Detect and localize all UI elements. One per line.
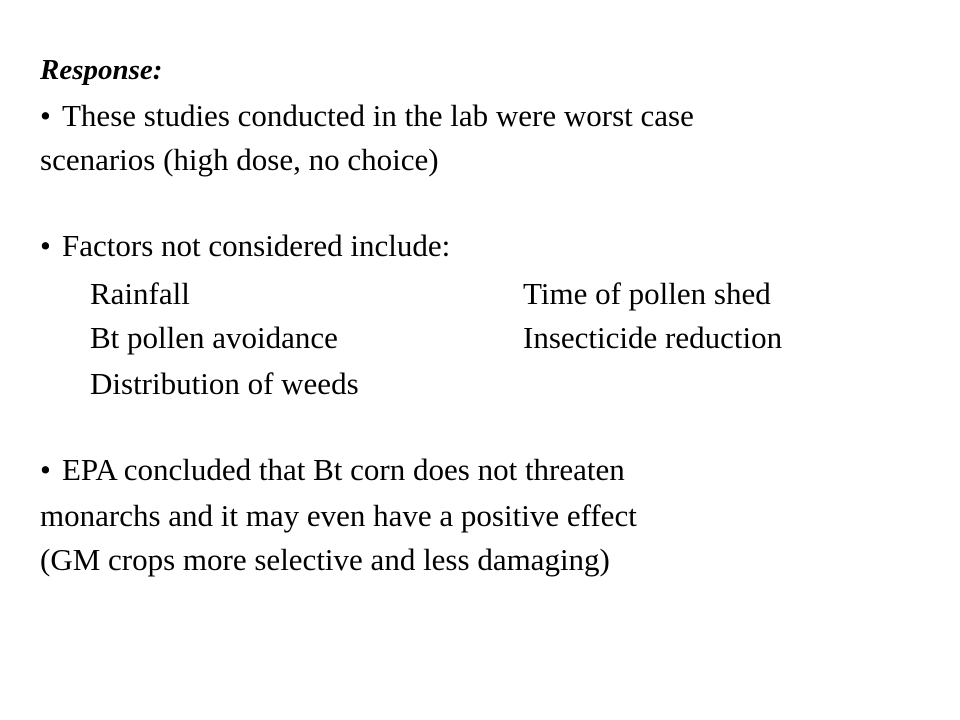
response-heading: Response: <box>40 54 163 86</box>
factor-distribution-of-weeds: Distribution of weeds <box>90 366 359 401</box>
factor-bt-pollen-avoidance: Bt pollen avoidance <box>90 320 338 355</box>
bullet-marker: • <box>40 452 51 487</box>
bullet-1-line-2: scenarios (high dose, no choice) <box>40 142 439 177</box>
bullet-3-line-2: monarchs and it may even have a positive effect <box>40 498 637 533</box>
bullet-1-text: These studies conducted in the lab were worst case <box>62 98 694 133</box>
bullet-1-line-1 <box>40 98 694 134</box>
bullet-3-line-1 <box>40 452 625 488</box>
bullet-3-text: EPA concluded that Bt corn does not threaten <box>62 452 625 487</box>
bullet-3-line-3: (GM crops more selective and less damaging) <box>40 542 610 577</box>
bullet-marker: • <box>40 98 51 133</box>
factor-rainfall: Rainfall <box>90 276 190 311</box>
bullet-marker: • <box>40 228 51 263</box>
bullet-2-text: Factors not considered include: <box>62 228 451 263</box>
factor-insecticide-reduction: Insecticide reduction <box>523 320 783 355</box>
factor-time-of-pollen-shed: Time of pollen shed <box>523 276 771 311</box>
bullet-2-line-1 <box>40 228 450 264</box>
